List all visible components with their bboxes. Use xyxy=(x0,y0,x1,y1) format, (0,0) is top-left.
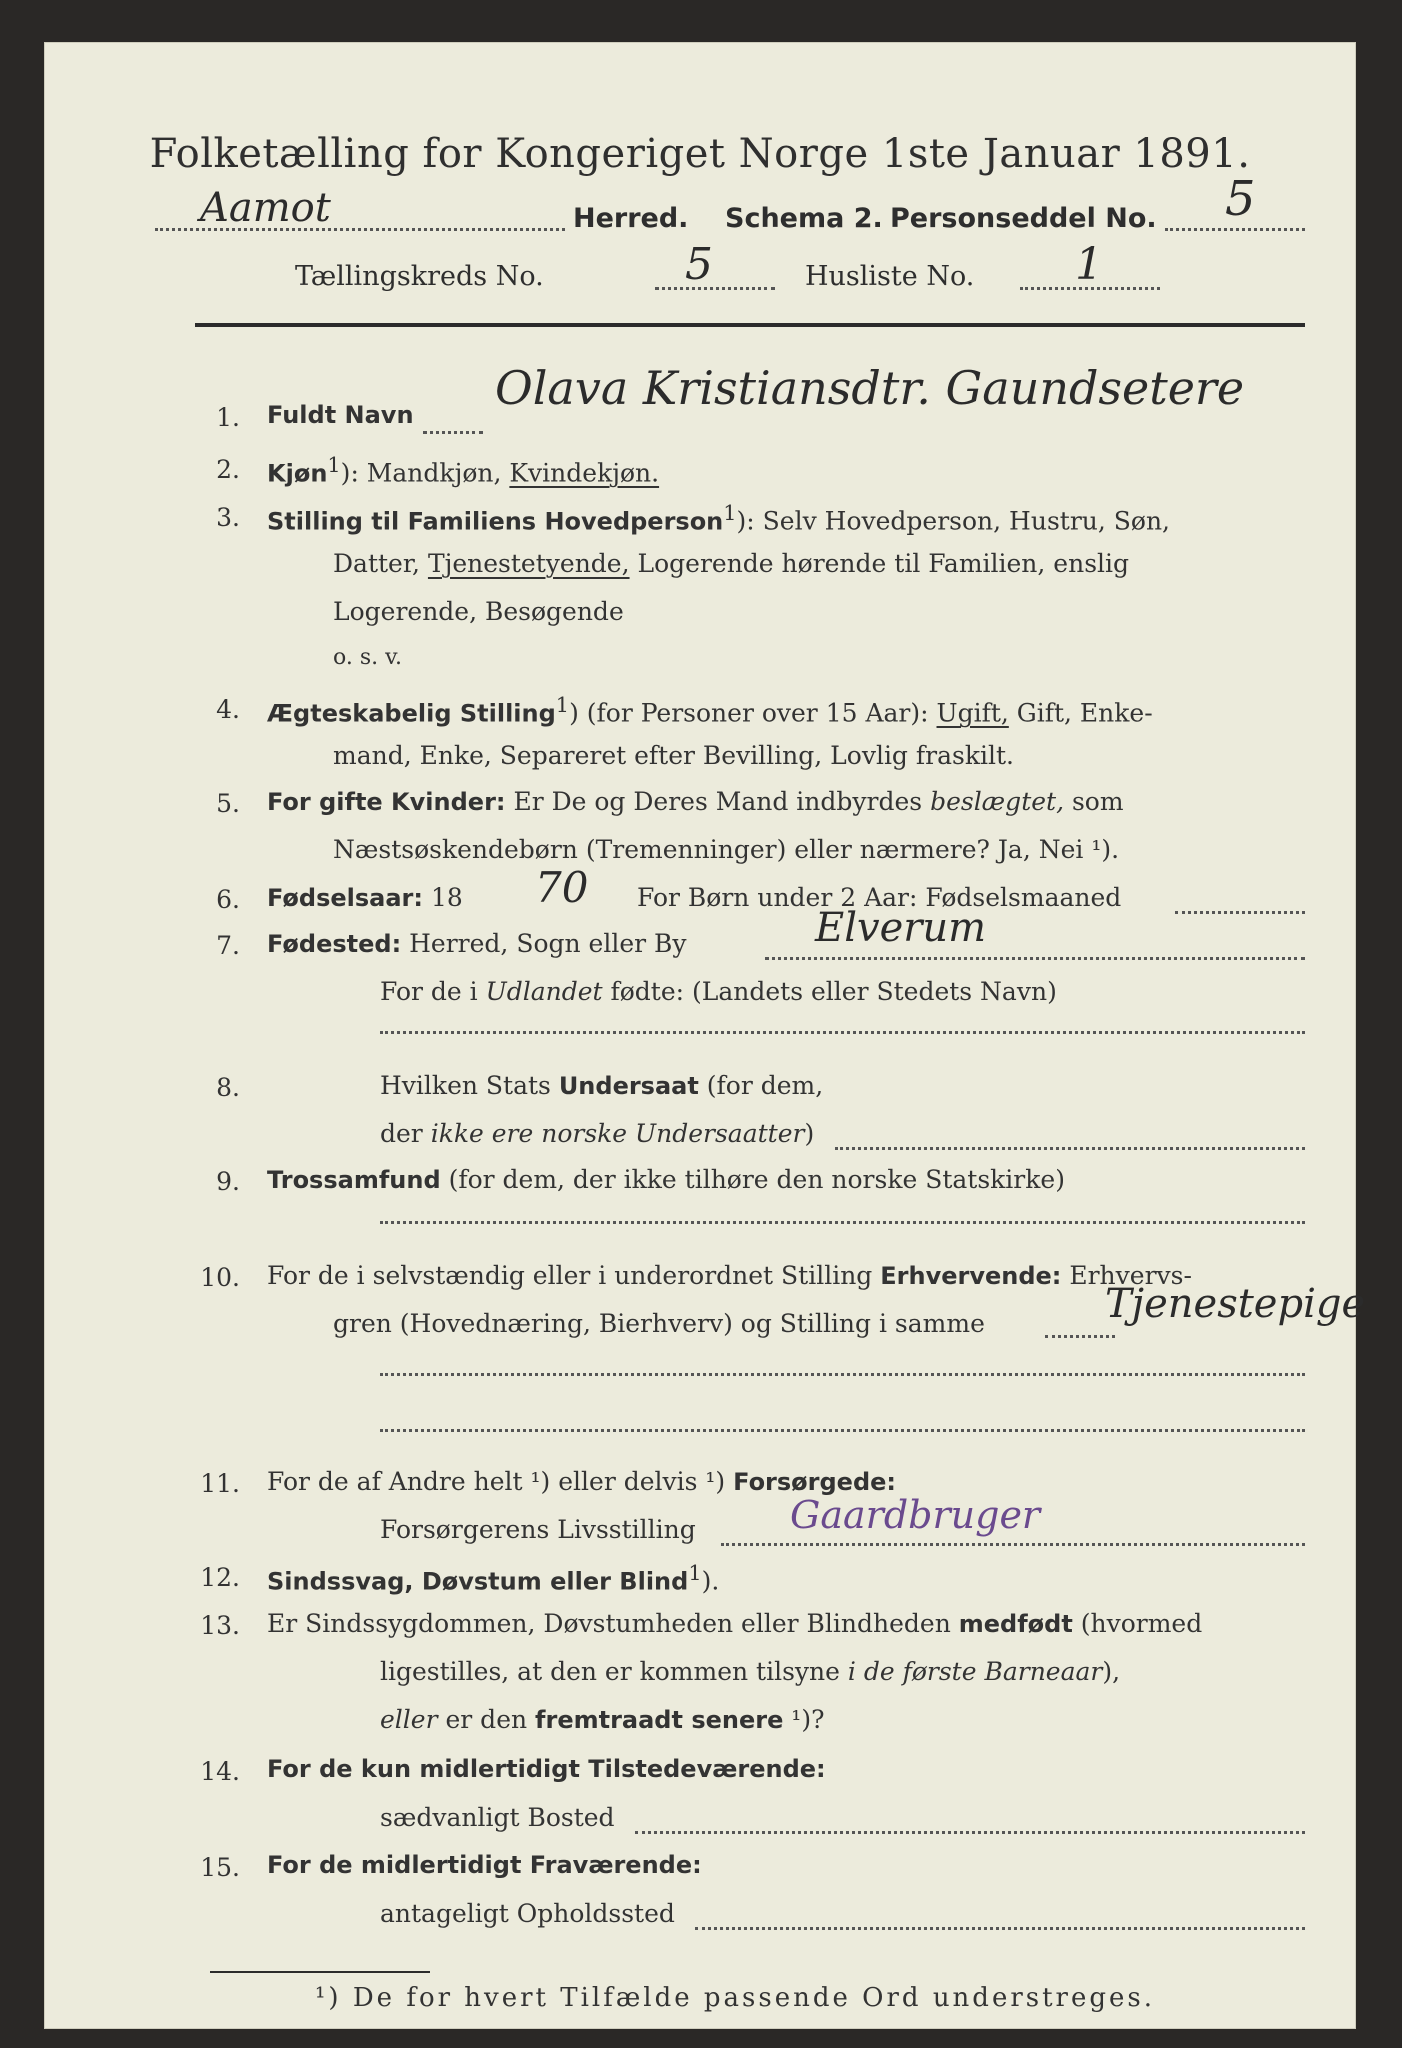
citizen-italic: ikke ere norske Undersaatter xyxy=(430,1119,805,1148)
citizen-bold: Undersaat xyxy=(558,1072,699,1100)
citizen-text: Hvilken Stats xyxy=(380,1071,559,1100)
position-line-2 xyxy=(333,549,1129,578)
item-number: 11. xyxy=(200,1469,240,1498)
citizen-text: (for dem, xyxy=(698,1071,824,1100)
census-form xyxy=(44,42,1366,2029)
footnote-ref: 1 xyxy=(723,501,737,525)
item-number: 13. xyxy=(200,1611,240,1640)
married-italic: beslægtet, xyxy=(930,787,1065,816)
occupation-line-2: gren (Hovednæring, Bierhverv) og Stilling i samme xyxy=(333,1309,985,1338)
congenital-text: ligestilles, at den er kommen tilsyne xyxy=(380,1657,848,1686)
marital-text: ) (for Personer over 15 Aar): xyxy=(569,698,937,728)
footnote-ref: 1 xyxy=(555,693,570,717)
item-number: 10. xyxy=(200,1263,240,1292)
stay-label: antageligt Opholdssted xyxy=(380,1899,675,1928)
marital-selected: Ugift, xyxy=(936,698,1009,728)
position-selected: Tjenestetyende, xyxy=(427,549,630,578)
header-rule xyxy=(195,323,1305,327)
personseddel-value: 5 xyxy=(1225,171,1256,227)
item-number: 1. xyxy=(216,403,240,432)
congenital-text: ), xyxy=(1102,1657,1121,1686)
occupation-line-1 xyxy=(267,1261,1192,1290)
birthplace-label: Fødested: xyxy=(267,930,402,958)
faith-text: (for dem, der ikke tilhøre den norske Statskirke) xyxy=(440,1165,1065,1194)
position-option: Datter, xyxy=(333,549,428,578)
residence-dotline xyxy=(635,1831,1305,1834)
full-name-dotline xyxy=(423,431,483,434)
congenital-bold: fremtraadt senere xyxy=(535,1706,784,1734)
occupation-value: Tjenestepige xyxy=(1105,1281,1366,1327)
married-label: For gifte Kvinder: xyxy=(267,788,506,816)
birthyear-label: Fødselsaar: xyxy=(267,884,423,912)
congenital-line-1 xyxy=(267,1609,1202,1638)
item-number: 5. xyxy=(216,789,240,818)
footnote-ref: 1 xyxy=(688,1561,702,1585)
supported-text: For de af Andre helt ¹) eller delvis ¹) xyxy=(267,1467,734,1496)
position-line-3: Logerende, Besøgende xyxy=(333,597,624,626)
sex-selected: Kvindekjøn. xyxy=(509,458,660,488)
birthmonth-dotline xyxy=(1175,911,1305,914)
kreds-label: Tællingskreds No. xyxy=(295,261,544,292)
disability-text: ). xyxy=(701,1566,720,1596)
herred-value: Aamot xyxy=(200,185,331,231)
occupation-dotline-2 xyxy=(380,1373,1305,1376)
birthplace-text: Herred, Sogn eller By xyxy=(401,929,687,958)
position-line-4: o. s. v. xyxy=(333,645,402,670)
married-line-2: Næstsøskendebørn (Tremenninger) eller nærmere? Ja, Nei ¹). xyxy=(333,835,1120,864)
sex-options: : Mandkjøn, xyxy=(350,458,510,488)
herred-dotline xyxy=(155,228,565,231)
abroad-italic: Udlandet xyxy=(485,977,603,1006)
position-label: Stilling til Familiens Hovedperson xyxy=(267,507,724,536)
married-line-1 xyxy=(267,787,1124,816)
position-line-1 xyxy=(267,501,1170,535)
citizen-text: der xyxy=(380,1119,431,1148)
item-number: 7. xyxy=(216,931,240,960)
footnote-rule xyxy=(210,1971,430,1973)
sex-label: Kjøn xyxy=(267,459,328,488)
congenital-line-2 xyxy=(380,1657,1120,1686)
birthyear-prefix: 18 xyxy=(423,883,463,912)
supporter-label: Forsørgerens Livsstilling xyxy=(380,1515,696,1544)
item-number: 14. xyxy=(200,1757,240,1786)
citizen-line-2 xyxy=(380,1119,814,1148)
supported-line-1 xyxy=(267,1467,896,1496)
full-name-label: Fuldt Navn xyxy=(267,401,414,429)
husliste-label: Husliste No. xyxy=(805,261,975,292)
kreds-value: 5 xyxy=(685,239,713,290)
birthyear-value: 70 xyxy=(535,863,589,912)
congenital-line-3 xyxy=(380,1705,825,1734)
position-options-1: ): Selv Hovedperson, Hustru, Søn, xyxy=(736,506,1171,536)
form-title: Folketælling for Kongeriget Norge 1ste Januar 1891. xyxy=(149,131,1251,177)
occupation-bold: Erhvervende: xyxy=(880,1262,1062,1290)
marital-line-1 xyxy=(267,693,1153,727)
stay-dotline xyxy=(695,1927,1305,1930)
faith-label: Trossamfund xyxy=(267,1166,441,1194)
occupation-dotline-3 xyxy=(380,1429,1305,1432)
birthyear-line xyxy=(267,883,463,912)
item-number: 8. xyxy=(216,1073,240,1102)
faith-line xyxy=(267,1165,1065,1194)
congenital-italic: eller xyxy=(380,1705,438,1734)
birthplace-dotline xyxy=(765,957,1305,960)
position-option: Logerende hørende til Familien, enslig xyxy=(629,549,1130,578)
supporter-value: Gaardbruger xyxy=(790,1493,1041,1537)
herred-label: Herred. xyxy=(573,203,689,234)
citizen-line-1 xyxy=(380,1071,823,1100)
kreds-dotline xyxy=(655,287,775,290)
item-number: 2. xyxy=(216,455,240,484)
supported-bold: Forsørgede: xyxy=(733,1468,897,1496)
occupation-text: For de i selvstændig eller i underordnet Stilling xyxy=(267,1261,881,1290)
congenital-bold: medfødt xyxy=(958,1610,1073,1638)
item-number: 12. xyxy=(200,1563,240,1592)
residence-label: sædvanligt Bosted xyxy=(380,1803,615,1832)
citizen-text: ) xyxy=(804,1119,815,1148)
item-number: 9. xyxy=(216,1167,240,1196)
congenital-text: ¹)? xyxy=(783,1705,825,1734)
temp-absent-label: For de midlertidigt Fraværende: xyxy=(267,1851,702,1879)
personseddel-label: Personseddel No. xyxy=(890,203,1157,234)
occupation-text: Erhvervs- xyxy=(1061,1261,1192,1290)
congenital-italic: i de første Barneaar xyxy=(847,1657,1103,1686)
faith-dotline xyxy=(380,1221,1305,1224)
occupation-dotline xyxy=(1045,1335,1115,1338)
birthplace-value: Elverum xyxy=(815,905,987,951)
birthplace-line xyxy=(267,929,687,958)
birthmonth-label: For Børn under 2 Aar: Fødselsmaaned xyxy=(637,883,1122,912)
abroad-text: fødte: (Landets eller Stedets Navn) xyxy=(602,977,1057,1006)
disability-line xyxy=(267,1561,719,1595)
abroad-dotline xyxy=(380,1031,1305,1034)
congenital-text: Er Sindssygdommen, Døvstumheden eller Blindheden xyxy=(267,1609,959,1638)
item-number: 4. xyxy=(216,695,240,724)
marital-label: Ægteskabelig Stilling xyxy=(267,699,556,728)
abroad-line xyxy=(380,977,1057,1006)
supporter-dotline xyxy=(721,1543,1305,1546)
schema-label: Schema 2. xyxy=(725,203,883,234)
congenital-text: er den xyxy=(437,1705,536,1734)
married-text: som xyxy=(1064,787,1124,816)
citizen-dotline xyxy=(835,1147,1305,1150)
disability-label: Sindssvag, Døvstum eller Blind xyxy=(267,1567,689,1596)
footnote: ¹) De for hvert Tilfælde passende Ord understreges. xyxy=(315,1983,1156,2013)
footnote-ref: 1 xyxy=(327,453,341,477)
item-number: 3. xyxy=(216,503,240,532)
husliste-value: 1 xyxy=(1075,239,1103,290)
personseddel-dotline xyxy=(1165,228,1305,231)
marital-line-2: mand, Enke, Separeret efter Bevilling, Lovlig fraskilt. xyxy=(333,741,1014,770)
abroad-text: For de i xyxy=(380,977,486,1006)
marital-options: Gift, Enke- xyxy=(1008,698,1153,728)
congenital-text: (hvormed xyxy=(1072,1609,1203,1638)
temp-present-label: For de kun midlertidigt Tilstedeværende: xyxy=(267,1755,826,1783)
full-name-value: Olava Kristiansdtr. Gaundsetere xyxy=(495,361,1245,415)
item-number: 15. xyxy=(200,1853,240,1882)
item-number: 6. xyxy=(216,885,240,914)
sex-line: Kjøn$^1$): Mandkjøn, Kvindekjøn. xyxy=(267,453,660,488)
married-text: Er De og Deres Mand indbyrdes xyxy=(505,787,931,816)
